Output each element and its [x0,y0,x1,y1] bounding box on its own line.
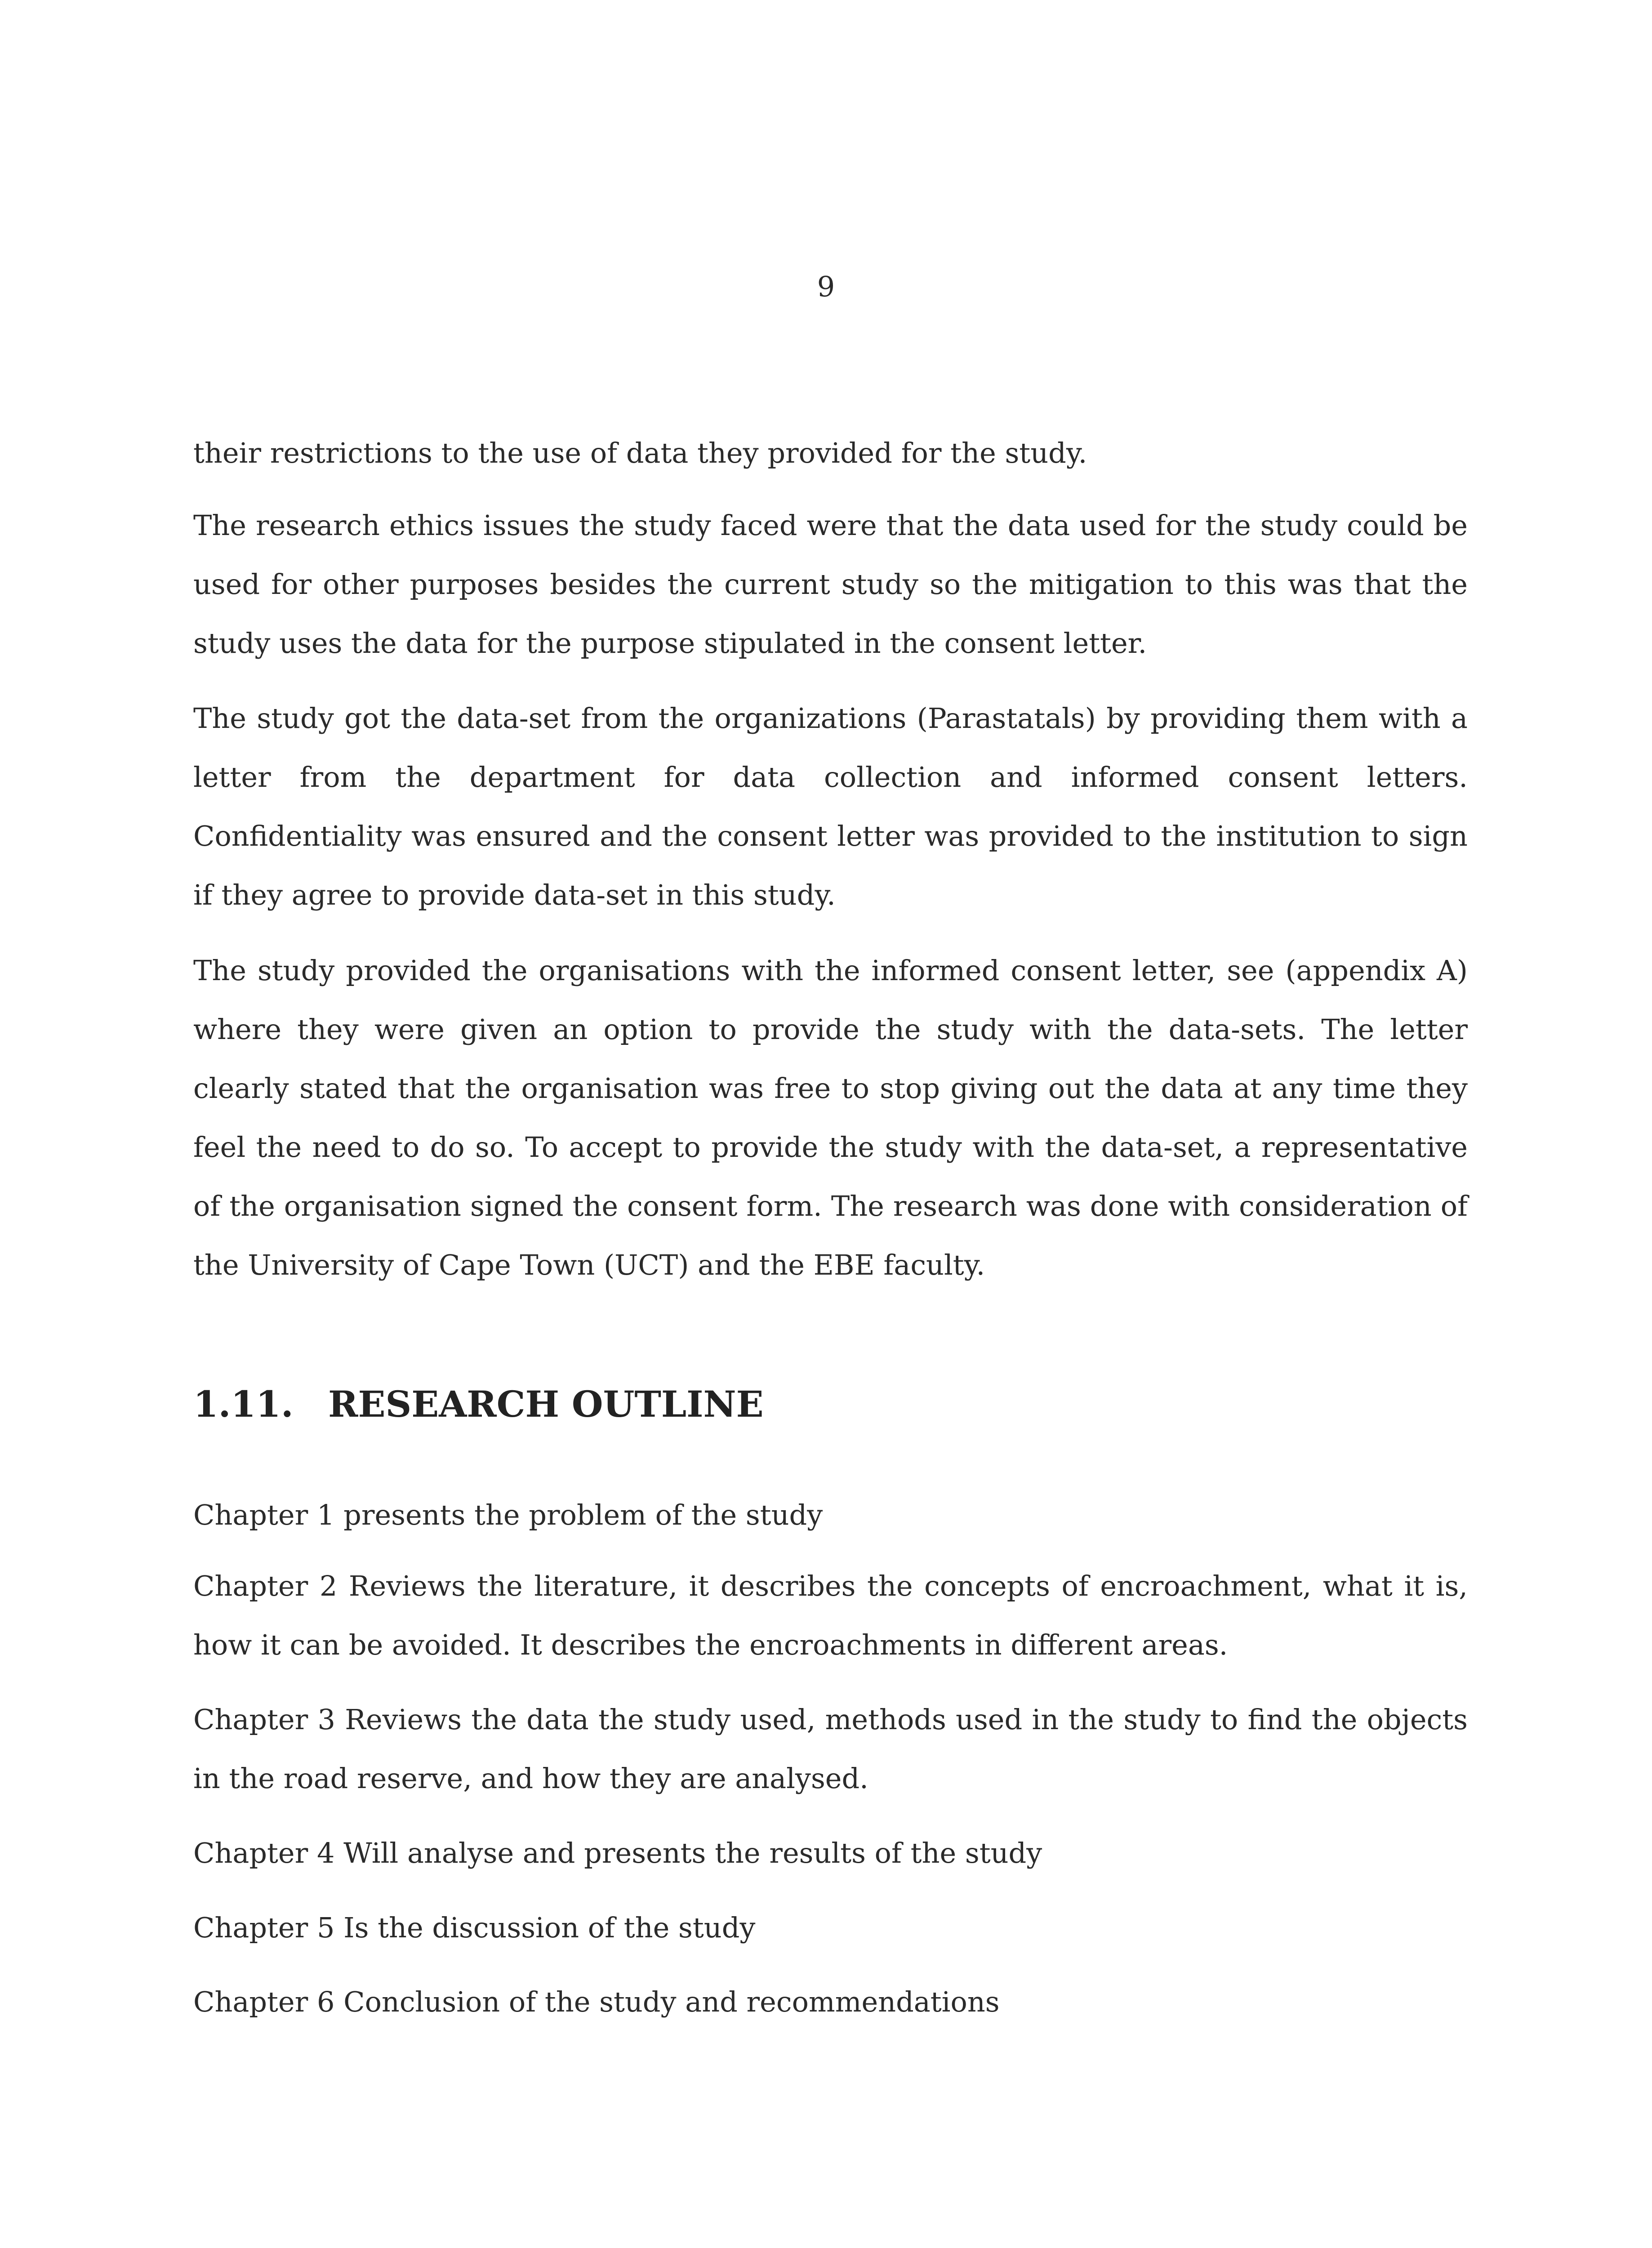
section-title: RESEARCH OUTLINE [328,1383,764,1426]
outline-chapter-2: Chapter 2 Reviews the literature, it describes the concepts of encroachment, what it is, how it can be avoided. It describes the encroachments in different areas. [193,1570,1468,1661]
outline-chapter-5: Chapter 5 Is the discussion of the study [193,1911,756,1944]
page-number: 9 [817,270,835,303]
outline-chapter-1: Chapter 1 presents the problem of the study [193,1499,823,1531]
paragraph-data-restrictions: their restrictions to the use of data they provided for the study. [193,437,1087,469]
paragraph-research-ethics: The research ethics issues the study faced were that the data used for the study could be used for other purposes besides the current study so the mitigation to this was that the study uses the data for the purpose stipulated in the consent letter. [193,509,1468,660]
outline-chapter-3: Chapter 3 Reviews the data the study used, methods used in the study to find the objects in the road reserve, and how they are analysed. [193,1703,1468,1795]
outline-chapter-4: Chapter 4 Will analyse and presents the results of the study [193,1837,1042,1869]
section-heading [193,1379,764,1429]
section-number: 1.11. [193,1383,294,1426]
outline-chapter-6: Chapter 6 Conclusion of the study and recommendations [193,1985,1000,2018]
paragraph-informed-consent: The study provided the organisations with the informed consent letter, see (appendix A) where they were given an option to provide the study with the data-sets. The letter clearly stated that the organisation was free to stop giving out the data at any time they feel the need to do so. To accept to provide the study with the data-set, a representative of the organisation signed the consent form. The research was done with consideration of the University of Cape Town (UCT) and the EBE faculty. [193,954,1468,1281]
paragraph-data-collection: The study got the data-set from the organizations (Parastatals) by providing them with a letter from the department for data collection and informed consent letters. Confidentiality was ensured and the consent letter was provided to the institution to sign if they agree to provide data-set in this study. [193,702,1468,911]
